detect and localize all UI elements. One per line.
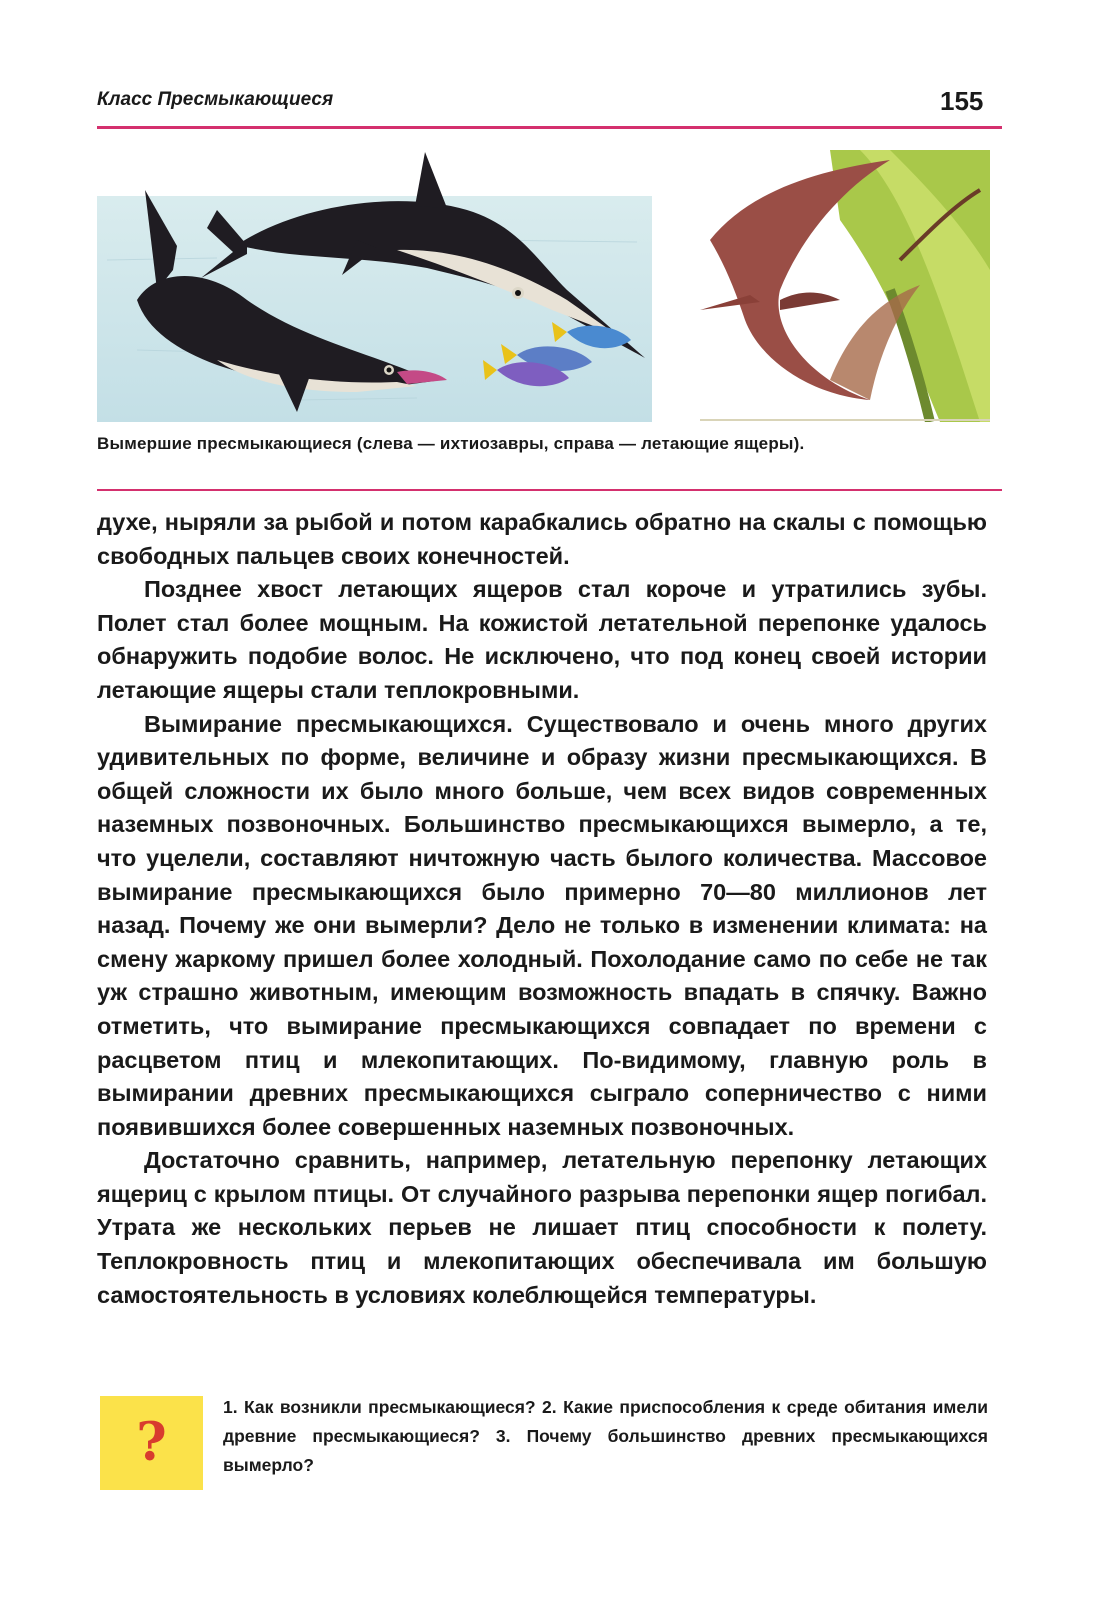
paragraph	[97, 708, 987, 1145]
question-mark-icon: ?	[136, 1412, 167, 1473]
running-header-title: Класс Пресмыкающиеся	[97, 89, 334, 110]
question-box	[100, 1396, 203, 1490]
ichthyosaurs-illustration	[97, 150, 652, 422]
section-rule	[97, 489, 1002, 491]
header-rule	[97, 126, 1002, 129]
section-heading: Вымирание пресмыкающихся.	[144, 710, 513, 737]
paragraph-text: Существовало и очень много других удивительных по форме, величине и образу жизни пресмыкающихся. В общей сложности их было много больше, чем всех видов современных наземных позвоночных. Большинство пресмыкающихся вымерло, а те, что уцелели, составляют ничтожную часть былого количества. Массовое вымирание пресмыкающихся было примерно 70—80 миллионов лет назад. Почему же они вымерли? Дело не только в изменении климата: на смену жаркому пришел более холодный. Похолодание само по себе не так уж страшно животным, имеющим возможность впадать в спячку. Важно отметить, что вымирание пресмыкающихся совпадает по времени с расцветом птиц и млекопитающих. По-видимому, главную роль в вымирании древних пресмыкающихся сыграло соперничество с ними появившихся более совершенных наземных позвоночных.	[97, 710, 988, 1140]
pterosaurs-illustration	[690, 150, 990, 422]
paragraph: Позднее хвост летающих ящеров стал короче и утратились зубы. Полет стал более мощным. На кожистой летательной перепонке удалось обнаружить подобие волос. Не исключено, что под конец своей истории летающие ящеры стали теплокровными.	[97, 576, 987, 703]
page-number: 155	[940, 86, 984, 116]
paragraph: духе, ныряли за рыбой и потом карабкались обратно на скалы с помощью свободных пальцев своих конечностей.	[97, 509, 987, 569]
body-text	[97, 506, 987, 1312]
paragraph: Достаточно сравнить, например, летательную перепонку летающих ящериц с крылом птицы. От случайного разрыва перепонки ящер погибал. Утрата же нескольких перьев не лишает птиц способности к полету. Теплокровность птиц и млекопитающих обеспечивала им большую самостоятельность в условиях колеблющейся температуры.	[97, 1147, 987, 1308]
review-questions: 1. Как возникли пресмыкающиеся? 2. Какие приспособления к среде обитания имели древние пресмыкающиеся? 3. Почему большинство древних пресмыкающихся вымерло?	[223, 1397, 988, 1475]
figure-caption: Вымершие пресмыкающиеся (слева — ихтиозавры, справа — летающие ящеры).	[97, 434, 805, 453]
